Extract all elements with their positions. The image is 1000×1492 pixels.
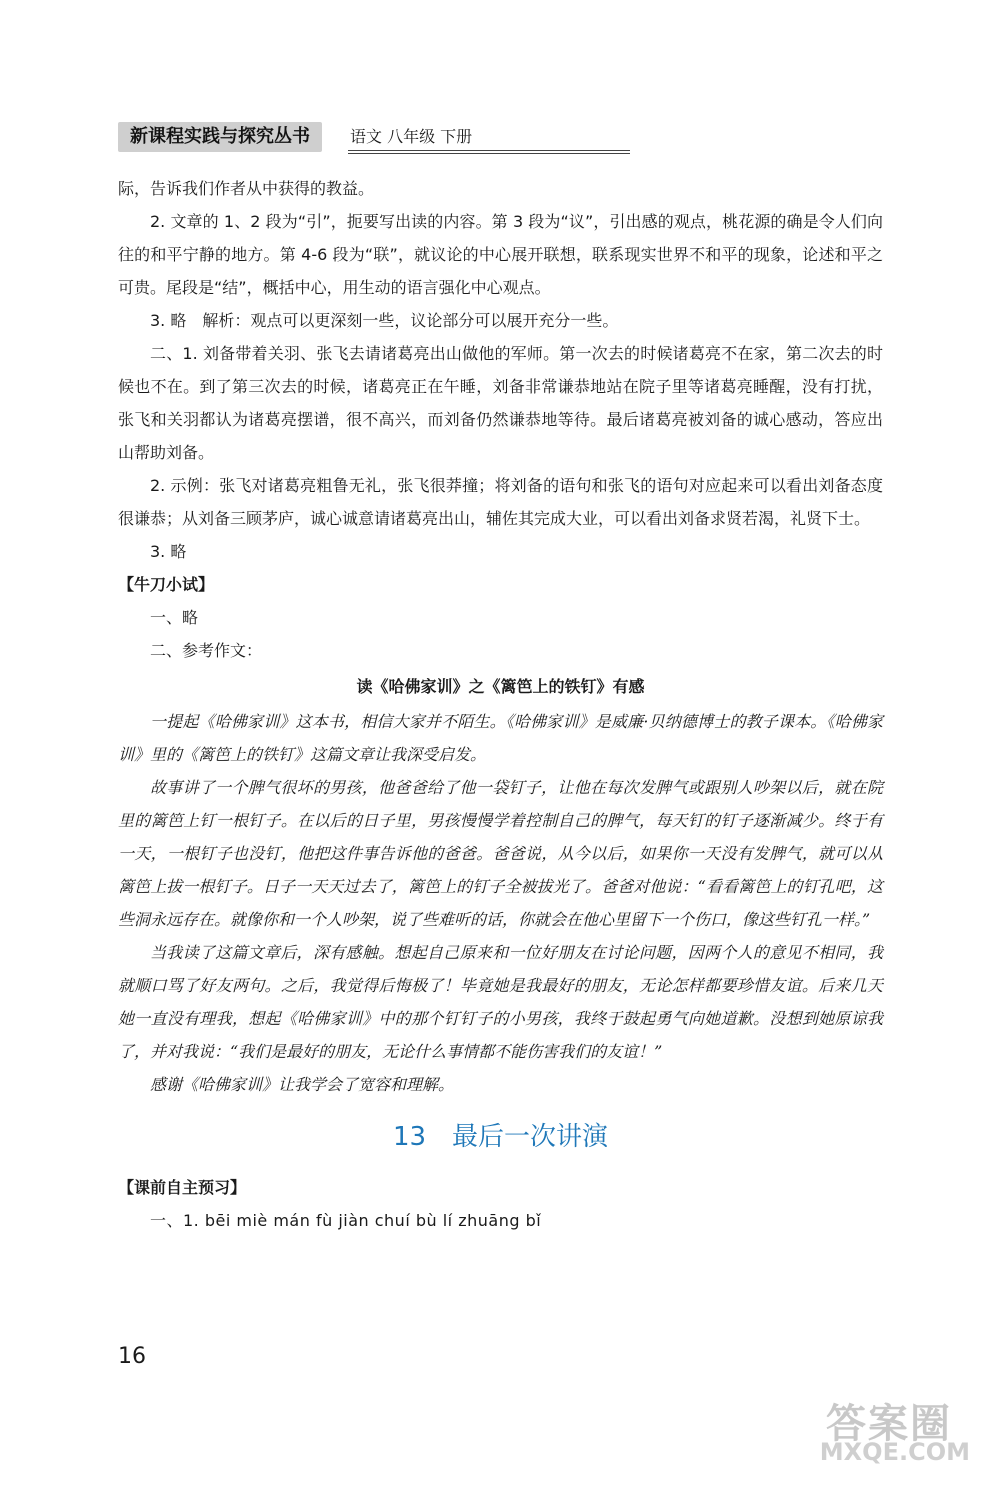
header-rule bbox=[348, 150, 630, 151]
answer-part2-3: 3. 略 bbox=[150, 542, 187, 561]
section-heading-trial: 【牛刀小试】 bbox=[118, 575, 215, 594]
paragraph-continuation: 际，告诉我们作者从中获得的教益。 bbox=[118, 179, 375, 198]
essay-paragraph: 故事讲了一个脾气很坏的男孩，他爸爸给了他一袋钉子，让他在每次发脾气或跟别人吵架以后，就在院里的篱笆上钉一根钉子。在以后的日子里，男孩慢慢学着控制自己的脾气，每天钉的钉子逐渐减少。终于有一天，一根钉子也没钉，他把这件事告诉他的爸爸。爸爸说，从今以后，如果你一天没有发脾气，就可以从篱笆上拔一根钉子。日子一天天过去了，篱笆上的钉子全被拔光了。爸爸对他说：“看看篱笆上的钉孔吧，这些洞永远存在。就像你和一个人吵架，说了些难听的话，你就会在他心里留下一个伤口，像这些钉孔一样。” bbox=[118, 778, 883, 929]
answer-3: 3. 略 解析：观点可以更深刻一些，议论部分可以展开充分一些。 bbox=[150, 311, 619, 330]
essay-title: 读《哈佛家训》之《篱笆上的铁钉》有感 bbox=[356, 677, 645, 696]
watermark bbox=[760, 1392, 970, 1472]
running-header bbox=[118, 120, 518, 156]
answer-part2-2: 2. 示例：张飞对诸葛亮粗鲁无礼，张飞很莽撞；将刘备的语句和张飞的语句对应起来可以看出刘备态度很谦恭；从刘备三顾茅庐，诚心诚意请诸葛亮出山，辅佐其完成大业，可以看出刘备求贤若渴，礼贤下士。 bbox=[118, 476, 883, 528]
page-content bbox=[118, 172, 883, 1237]
trial-item-1: 一、略 bbox=[150, 608, 199, 627]
lesson-name: 最后一次讲演 bbox=[452, 1122, 609, 1152]
essay-paragraph: 当我读了这篇文章后，深有感触。想起自己原来和一位好朋友在讨论问题，因两个人的意见不相同，我就顺口骂了好友两句。之后，我觉得后悔极了！毕竟她是我最好的朋友，无论怎样都要珍惜友谊。后来几天她一直没有理我，想起《哈佛家训》中的那个钉钉子的小男孩，我终于鼓起勇气向她道歉。没想到她原谅我了，并对我说：“我们是最好的朋友，无论什么事情都不能伤害我们的友谊！” bbox=[118, 943, 883, 1061]
watermark-logo: 答案圈 bbox=[826, 1401, 952, 1447]
series-title: 新课程实践与探究丛书 bbox=[118, 122, 322, 152]
pinyin-answers: 一、1. bēi miè mán fù jiàn chuí bù lí zhuāng bǐ bbox=[150, 1211, 542, 1230]
trial-item-2: 二、参考作文： bbox=[150, 641, 263, 660]
answer-part2-1: 二、1. 刘备带着关羽、张飞去请诸葛亮出山做他的军师。第一次去的时候诸葛亮不在家，第二次去的时候也不在。到了第三次去的时候，诸葛亮正在午睡，刘备非常谦恭地站在院子里等诸葛亮睡醒，没有打扰，张飞和关羽都认为诸葛亮摆谱，很不高兴，而刘备仍然谦恭地等待。最后诸葛亮被刘备的诚心感动，答应出山帮助刘备。 bbox=[118, 344, 883, 462]
subject-label: 语文 八年级 下册 bbox=[350, 127, 473, 146]
essay-paragraph: 一提起《哈佛家训》这本书，相信大家并不陌生。《哈佛家训》是威廉·贝纳德博士的教子课本。《哈佛家训》里的《篱笆上的铁钉》这篇文章让我深受启发。 bbox=[118, 712, 883, 764]
section-heading-preview: 【课前自主预习】 bbox=[118, 1178, 247, 1197]
watermark-url: MXQE.COM bbox=[819, 1438, 970, 1466]
lesson-number: 13 bbox=[392, 1122, 427, 1152]
header-rule-double bbox=[348, 153, 630, 154]
lesson-title bbox=[118, 1107, 883, 1167]
essay-paragraph: 感谢《哈佛家训》让我学会了宽容和理解。 bbox=[150, 1075, 455, 1094]
page-number: 16 bbox=[118, 1344, 146, 1369]
answer-2: 2. 文章的 1、2 段为“引”，扼要写出读的内容。第 3 段为“议”，引出感的观点，桃花源的确是令人们向往的和平宁静的地方。第 4-6 段为“联”，就议论的中心展开联想，联系现实世界不和平的现象，论述和平之可贵。尾段是“结”，概括中心，用生动的语言强化中心观点。 bbox=[118, 212, 883, 297]
